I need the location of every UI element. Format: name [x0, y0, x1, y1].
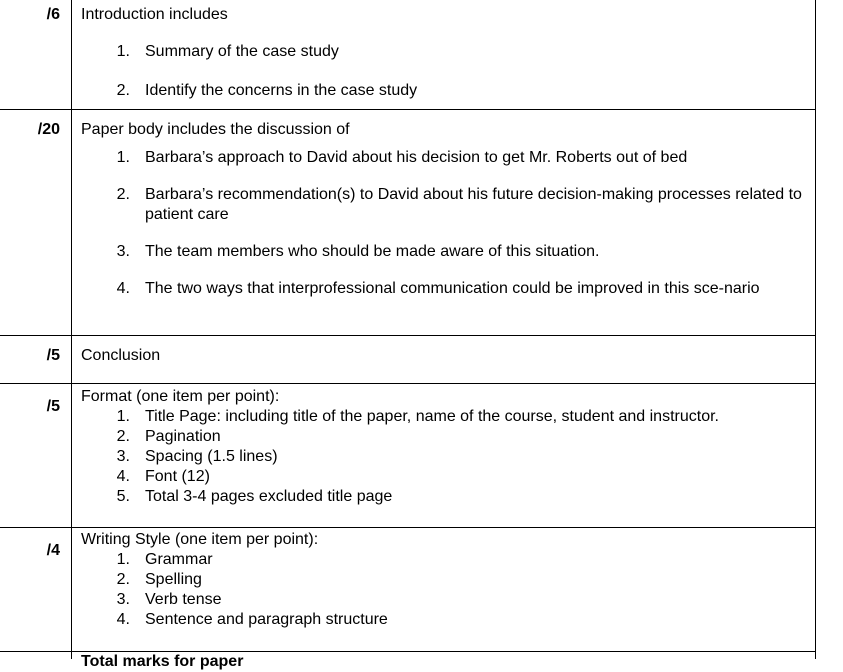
list-item: Spelling — [145, 571, 202, 588]
list-number: 4. — [116, 280, 130, 297]
row-divider — [0, 335, 816, 336]
list-item: The two ways that interprofessional communication could be improved in this sce-nario — [145, 280, 760, 297]
score-label: /6 — [46, 6, 60, 23]
row-divider — [0, 527, 816, 528]
list-number: 3. — [116, 591, 130, 608]
list-item: Identify the concerns in the case study — [145, 82, 418, 99]
score-label: /20 — [37, 121, 60, 138]
total-heading: Total marks for paper — [81, 653, 244, 670]
row-heading: Conclusion — [81, 347, 161, 364]
table-right-border — [815, 0, 816, 659]
row-divider — [0, 109, 816, 110]
list-item: Total 3-4 pages excluded title page — [145, 488, 393, 505]
list-number: 4. — [116, 468, 130, 485]
list-number: 3. — [116, 448, 130, 465]
list-item: Spacing (1.5 lines) — [145, 448, 278, 465]
list-number: 2. — [116, 82, 130, 99]
list-number: 1. — [116, 551, 130, 568]
list-number: 2. — [116, 571, 130, 588]
list-number: 2. — [116, 428, 130, 445]
score-label: /5 — [46, 398, 60, 415]
list-item: Title Page: including title of the paper, name of the course, student and instructor. — [145, 408, 719, 425]
score-label: /4 — [46, 542, 60, 559]
list-number: 1. — [116, 149, 130, 166]
list-item: Summary of the case study — [145, 43, 339, 60]
list-item: Sentence and paragraph structure — [145, 611, 388, 628]
row-heading: Paper body includes the discussion of — [81, 121, 350, 138]
list-number: 5. — [116, 488, 130, 505]
row-heading: Writing Style (one item per point): — [81, 531, 319, 548]
list-item: Barbara’s recommendation(s) to David about his future decision-making processes related to patient care — [145, 186, 802, 223]
list-item: The team members who should be made aware of this situation. — [145, 243, 600, 260]
list-number: 1. — [116, 408, 130, 425]
row-heading: Format (one item per point): — [81, 388, 280, 405]
list-number: 1. — [116, 43, 130, 60]
list-item: Font (12) — [145, 468, 210, 485]
column-divider — [71, 0, 72, 659]
row-divider — [0, 383, 816, 384]
list-item: Verb tense — [145, 591, 222, 608]
row-heading: Introduction includes — [81, 6, 228, 23]
list-number: 3. — [116, 243, 130, 260]
list-number: 4. — [116, 611, 130, 628]
list-item: Barbara’s approach to David about his decision to get Mr. Roberts out of bed — [145, 149, 688, 166]
score-label: /5 — [46, 347, 60, 364]
list-number: 2. — [116, 186, 130, 203]
list-item: Grammar — [145, 551, 213, 568]
list-item: Pagination — [145, 428, 221, 445]
